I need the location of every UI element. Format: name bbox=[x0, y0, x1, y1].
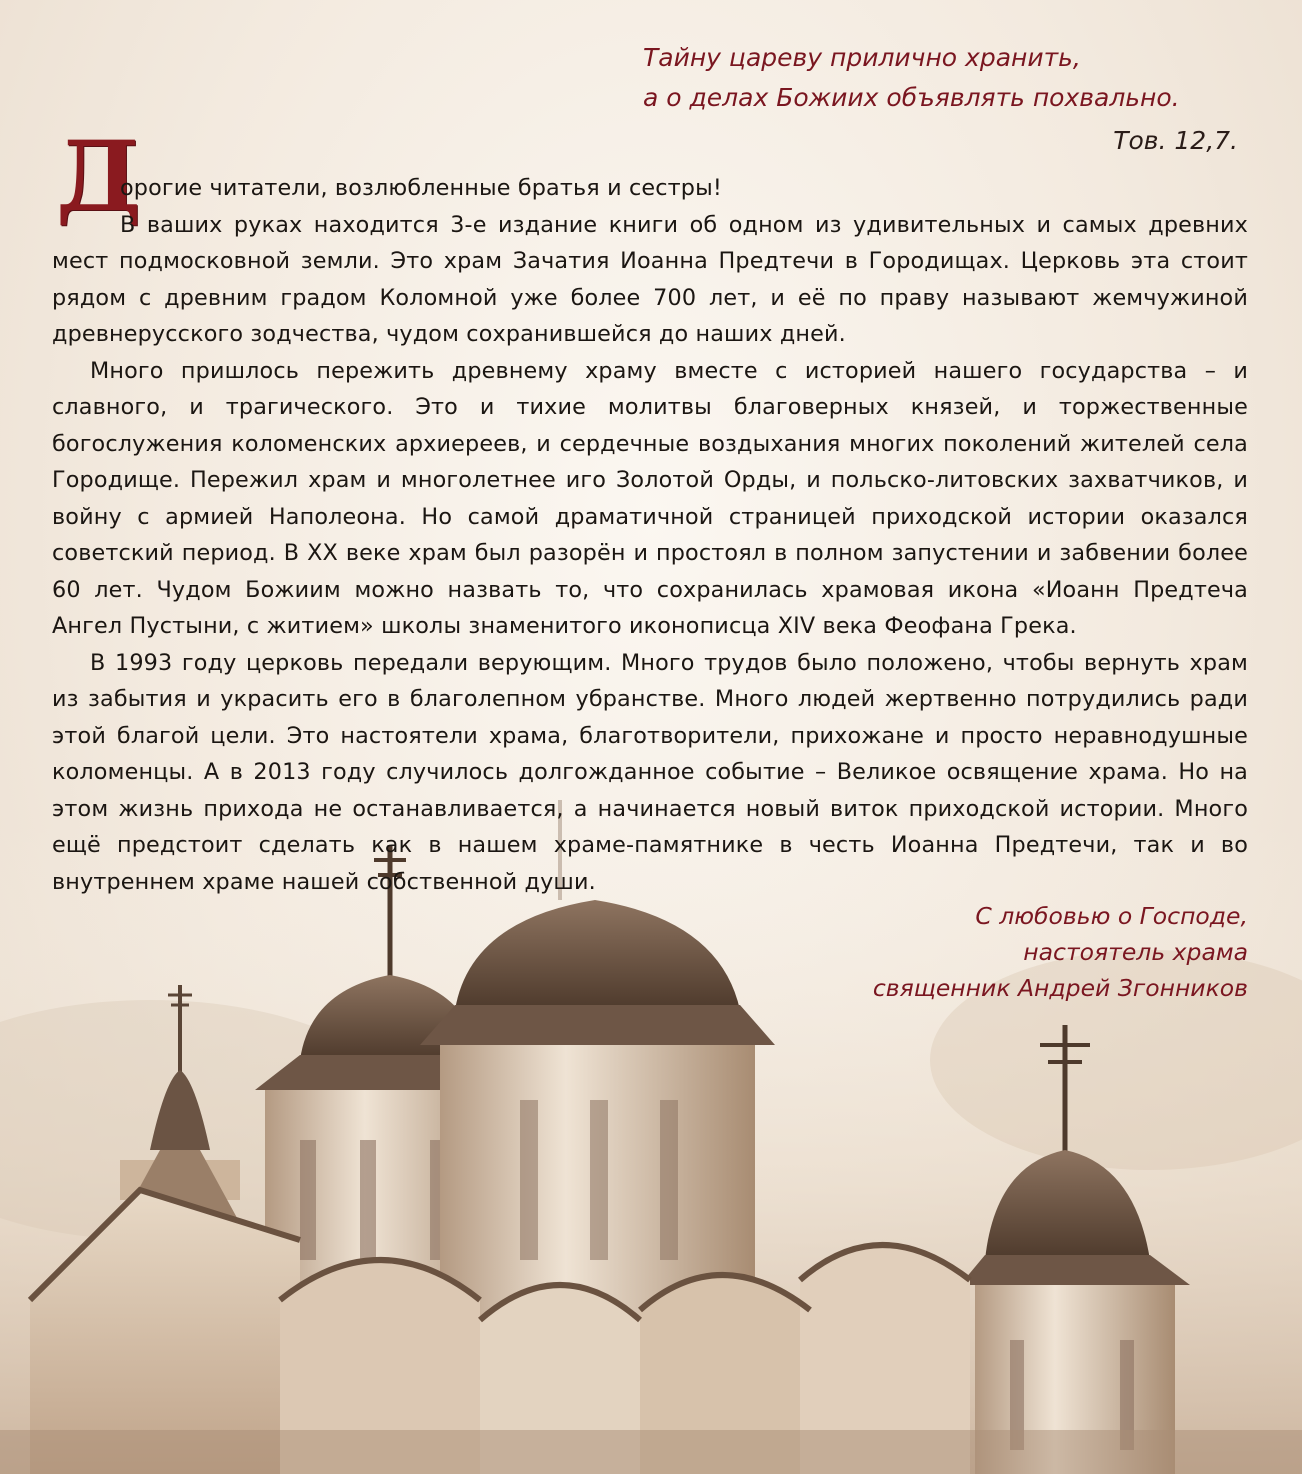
drop-cap-letter: Д bbox=[56, 120, 142, 233]
epigraph-line-1: Тайну цареву прилично хранить, bbox=[643, 43, 1081, 72]
paragraph-1-first-line: орогие читатели, возлюбленные братья и сестры! bbox=[120, 175, 722, 201]
signature bbox=[873, 898, 1248, 1006]
paragraph-1-body: В ваших руках находится 3-е издание книги об одном из удивительных и самых древних мест подмосковной земли. Это храм Зачатия Иоанна Предтечи в Городищах. Церковь эта стоит рядом с древним градом Коломной уже более 700 лет, и её по праву называют жемчужиной древнерусского зодчества, чудом сохранившейся до наших дней. bbox=[52, 211, 1248, 347]
paragraph-1 bbox=[52, 170, 1248, 353]
paragraph-2: Много пришлось пережить древнему храму вместе с историей нашего государства – и славного, и трагического. Это и тихие молитвы благоверных князей, и торжественные богослужения коломенских архиереев, и сердечные воздыхания многих поколений жителей села Городище. Пережил храм и многолетнее иго Золотой Орды, и польско-литовских захватчиков, и войну с армией Наполеона. Но самой драматичной страницей приходской истории оказался советский период. В XX веке храм был разорён и простоял в полном запустении и забвении более 60 лет. Чудом Божиим можно назвать то, что сохранилась храмовая икона «Иоанн Предтеча Ангел Пустыни, с житием» школы знаменитого иконописца XIV века Феофана Грека. bbox=[52, 357, 1248, 639]
epigraph-line-2: а о делах Божиих объявлять похвально. bbox=[643, 83, 1180, 112]
epigraph-reference: Тов. 12,7. bbox=[1113, 126, 1238, 155]
signature-line-3: священник Андрей Згонников bbox=[872, 974, 1248, 1002]
signature-line-2: настоятель храма bbox=[1023, 938, 1248, 966]
body-text bbox=[52, 170, 1248, 900]
signature-line-1: С любовью о Господе, bbox=[975, 902, 1248, 930]
paragraph-3: В 1993 году церковь передали верующим. Много трудов было положено, чтобы вернуть храм из забытия и украсить его в благолепном убранстве. Много людей жертвенно потрудились ради этой благой цели. Это настоятели храма, благотворители, прихожане и просто неравнодушные коломенцы. А в 2013 году случилось долгожданное событие – Великое освящение храма. Но на этом жизнь прихода не останавливается, а начинается новый виток приходской истории. Много ещё предстоит сделать как в нашем храме-памятнике в честь Иоанна Предтечи, так и во внутреннем храме нашей собственной души. bbox=[52, 649, 1248, 895]
